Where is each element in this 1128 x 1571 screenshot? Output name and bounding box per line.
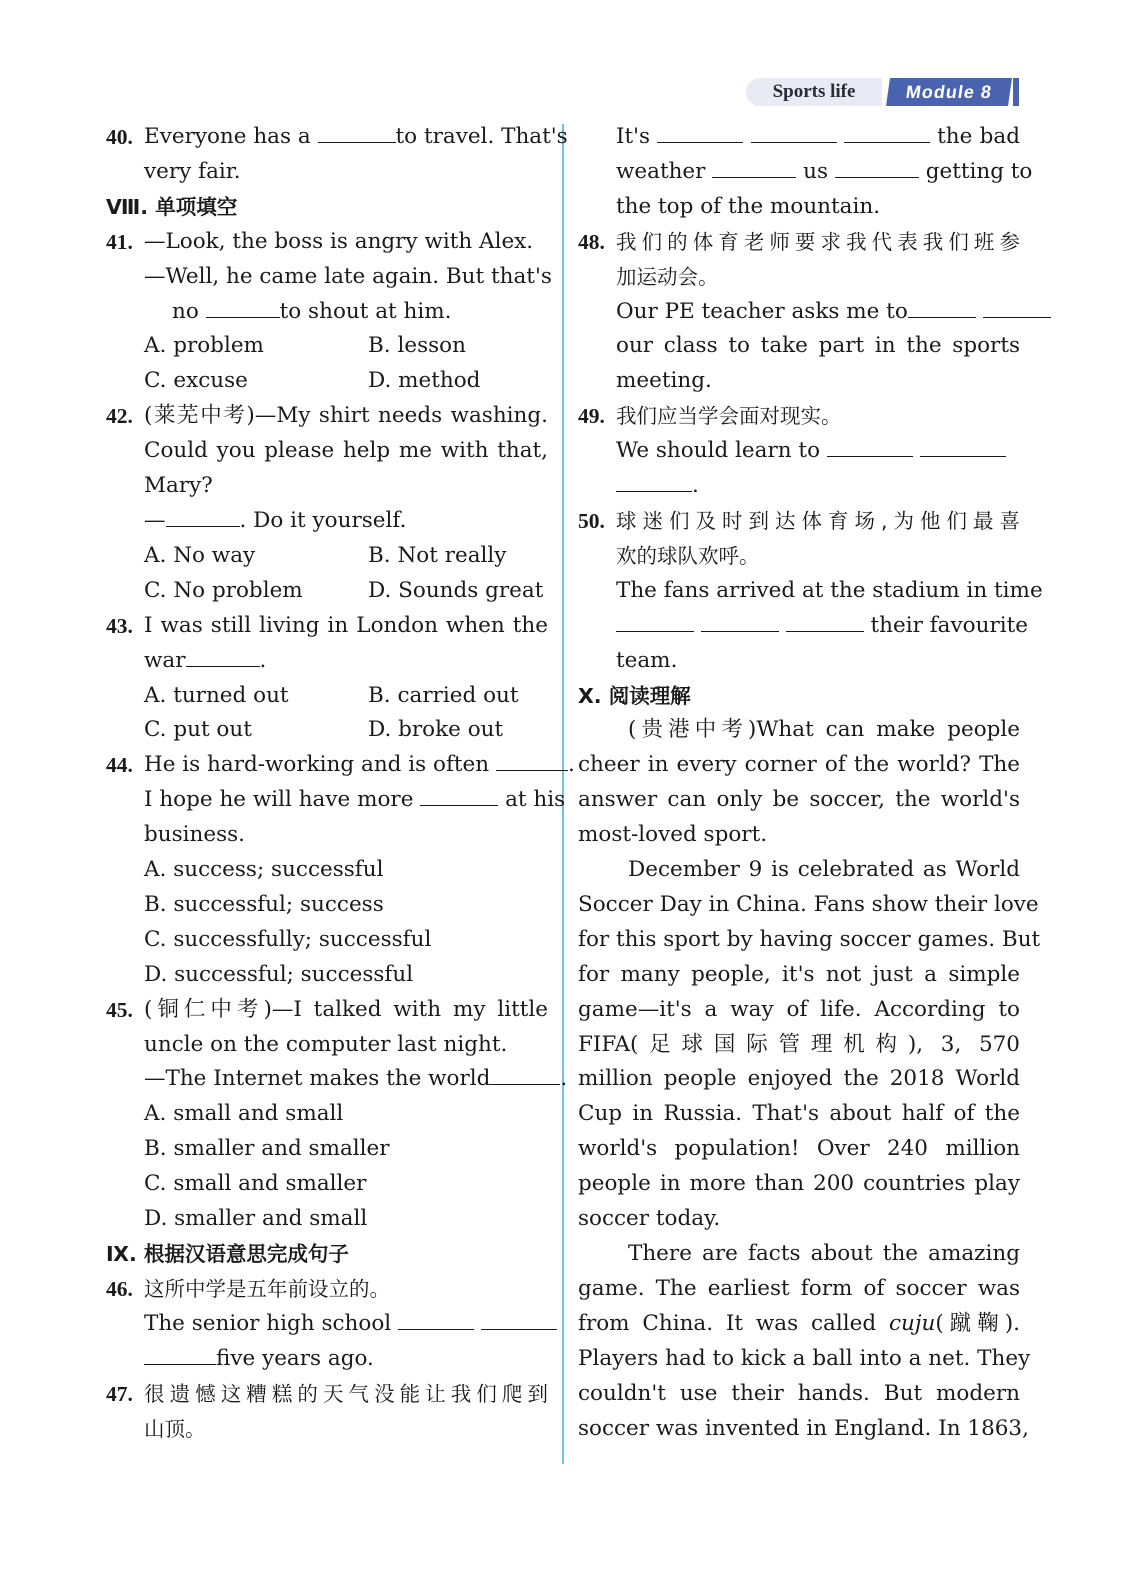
question-text: (莱芜中考)—My shirt needs washing. xyxy=(144,403,548,429)
passage-line: Soccer Day in China. Fans show their love xyxy=(578,891,1039,917)
passage-line: people in more than 200 countries play xyxy=(578,1171,1020,1197)
question-text: I was still living in London when the xyxy=(144,612,548,638)
answer-blank[interactable] xyxy=(701,609,779,632)
question-44 xyxy=(106,748,575,992)
question-chinese: 我们应当学会面对现实。 xyxy=(616,404,842,429)
answer-blank[interactable] xyxy=(420,783,498,806)
answer-blank[interactable] xyxy=(490,1062,560,1085)
option-d[interactable]: D. successful; successful xyxy=(144,961,414,987)
answer-blank[interactable] xyxy=(983,295,1051,318)
question-text: the bad xyxy=(937,124,1020,149)
question-text: It's xyxy=(616,124,651,149)
passage-line: million people enjoyed the 2018 World xyxy=(578,1066,1020,1092)
left-column xyxy=(106,120,575,1446)
question-chinese: 很遗憾这糟糕的天气没能让我们爬到 xyxy=(144,1381,548,1406)
answer-blank[interactable] xyxy=(835,155,919,178)
question-text: us xyxy=(803,158,829,184)
answer-blank[interactable] xyxy=(166,504,240,527)
passage-line: FIFA(足球国际管理机构), 3, 570 xyxy=(578,1031,1020,1057)
passage-line: for many people, it's not just a simple xyxy=(578,961,1020,987)
passage-line: soccer today. xyxy=(578,1206,721,1232)
question-text: —Well, he came late again. But that's xyxy=(144,263,552,289)
question-40 xyxy=(106,120,568,190)
option-c[interactable]: C. No problem xyxy=(144,577,303,603)
passage-line: (贵港中考)What can make people xyxy=(628,717,1020,743)
question-chinese: 我们的体育老师要求我代表我们班参 xyxy=(616,229,1020,254)
question-49 xyxy=(578,399,1020,504)
question-text: The senior high school xyxy=(144,1310,392,1336)
question-47-continued xyxy=(578,120,1033,225)
question-text: to shout at him. xyxy=(279,298,452,324)
passage-line: Cup in Russia. That's about half of the xyxy=(578,1101,1020,1127)
question-42 xyxy=(106,399,548,608)
question-text: He is hard-working and is often xyxy=(144,752,490,778)
question-text: —The Internet makes the world xyxy=(144,1066,491,1092)
question-text: . xyxy=(259,647,267,673)
passage-line: world's population! Over 240 million xyxy=(578,1136,1020,1162)
question-45 xyxy=(106,993,568,1237)
passage-line: couldn't use their hands. But modern xyxy=(578,1380,1020,1406)
question-text: — xyxy=(144,507,166,533)
passage-line: Players had to kick a ball into a net. They xyxy=(578,1345,1031,1371)
passage-line: game—it's a way of life. According to xyxy=(578,996,1020,1022)
reading-passage xyxy=(578,713,1041,1446)
question-text: five years ago. xyxy=(216,1345,374,1371)
answer-blank[interactable] xyxy=(712,155,796,178)
question-number: 47. xyxy=(106,1381,133,1406)
question-text: very fair. xyxy=(144,158,241,184)
answer-blank[interactable] xyxy=(186,644,260,667)
option-c[interactable]: C. successfully; successful xyxy=(144,926,432,952)
question-number: 43. xyxy=(106,613,133,638)
passage-line xyxy=(578,1307,1020,1342)
passage-text: (蹴鞠). xyxy=(935,1310,1020,1336)
question-text: no xyxy=(172,298,199,324)
answer-blank[interactable] xyxy=(920,434,1006,457)
question-text: uncle on the computer last night. xyxy=(144,1031,508,1057)
passage-line: December 9 is celebrated as World xyxy=(628,857,1020,883)
option-a[interactable]: A. turned out xyxy=(144,682,289,708)
answer-blank[interactable] xyxy=(318,120,396,143)
question-text: getting to xyxy=(925,158,1033,184)
option-d[interactable]: D. broke out xyxy=(368,717,504,743)
option-c[interactable]: C. small and smaller xyxy=(144,1171,367,1197)
answer-blank[interactable] xyxy=(751,120,837,143)
question-text: Mary? xyxy=(144,473,213,499)
question-text: their favourite xyxy=(870,612,1028,638)
passage-line: game. The earliest form of soccer was xyxy=(578,1275,1020,1301)
answer-blank[interactable] xyxy=(206,295,280,318)
question-text: business. xyxy=(144,822,245,848)
option-c[interactable]: C. excuse xyxy=(144,368,248,394)
option-a[interactable]: A. small and small xyxy=(144,1101,344,1127)
question-number: 44. xyxy=(106,753,133,778)
question-48 xyxy=(578,225,1020,400)
question-number: 50. xyxy=(578,508,605,533)
question-41 xyxy=(106,225,552,400)
option-b[interactable]: B. smaller and smaller xyxy=(144,1136,390,1162)
right-column xyxy=(578,120,1043,1446)
header-module-tab: Module 8 xyxy=(886,78,1012,106)
question-text: —Look, the boss is angry with Alex. xyxy=(144,228,534,254)
passage-line: most-loved sport. xyxy=(578,822,768,848)
section-heading-8: Ⅷ. 单项填空 xyxy=(106,194,238,219)
question-text: at his xyxy=(505,787,566,813)
answer-blank[interactable] xyxy=(496,748,568,771)
question-text: war xyxy=(144,647,186,673)
question-text: I hope he will have more xyxy=(144,787,414,813)
question-text: We should learn to xyxy=(616,438,821,464)
question-text: Could you please help me with that, xyxy=(144,438,548,464)
question-chinese: 加运动会。 xyxy=(616,264,719,289)
question-text: team. xyxy=(616,647,678,673)
answer-blank[interactable] xyxy=(908,295,976,318)
question-chinese: 球迷们及时到达体育场,为他们最喜 xyxy=(616,508,1020,533)
option-a[interactable]: A. No way xyxy=(144,542,256,568)
question-text: Everyone has a xyxy=(144,124,311,149)
question-number: 45. xyxy=(106,997,133,1022)
answer-blank[interactable] xyxy=(844,120,930,143)
passage-line: cheer in every corner of the world? The xyxy=(578,752,1020,778)
question-text: weather xyxy=(616,158,706,184)
question-number: 41. xyxy=(106,229,133,254)
question-number: 40. xyxy=(106,125,133,149)
option-d[interactable]: D. method xyxy=(368,368,481,394)
question-text: (铜仁中考)—I talked with my little xyxy=(144,996,548,1022)
option-a[interactable]: A. success; successful xyxy=(144,857,384,883)
passage-line: answer can only be soccer, the world's xyxy=(578,787,1020,813)
question-chinese: 山顶。 xyxy=(144,1416,206,1441)
option-d[interactable]: D. smaller and small xyxy=(144,1206,368,1232)
section-heading-9: Ⅸ. 根据汉语意思完成句子 xyxy=(106,1242,349,1266)
question-text: . xyxy=(567,752,575,778)
option-c[interactable]: C. put out xyxy=(144,717,252,743)
question-50 xyxy=(578,504,1043,679)
question-text: to travel. That's xyxy=(395,124,568,149)
passage-term: cuju xyxy=(888,1310,936,1336)
answer-blank[interactable] xyxy=(481,1307,557,1330)
question-text: . xyxy=(560,1066,568,1092)
question-text: the top of the mountain. xyxy=(616,193,881,219)
question-43 xyxy=(106,609,548,749)
header-accent-bar xyxy=(1013,78,1019,106)
answer-blank[interactable] xyxy=(616,469,692,492)
option-a[interactable]: A. problem xyxy=(144,333,264,359)
passage-line: There are facts about the amazing xyxy=(628,1241,1020,1266)
option-b[interactable]: B. successful; success xyxy=(144,891,384,917)
header-section-tab: Sports life xyxy=(746,78,882,106)
question-text: The fans arrived at the stadium in time xyxy=(616,577,1043,603)
question-number: 42. xyxy=(106,404,133,429)
question-number: 48. xyxy=(578,229,605,254)
question-number: 46. xyxy=(106,1276,133,1301)
answer-blank[interactable] xyxy=(616,609,694,632)
question-text: meeting. xyxy=(616,368,712,394)
option-b[interactable]: B. lesson xyxy=(368,333,466,359)
passage-text: from China. It was called xyxy=(578,1310,877,1336)
question-chinese: 这所中学是五年前设立的。 xyxy=(144,1276,390,1301)
option-d[interactable]: D. Sounds great xyxy=(368,577,544,603)
question-number: 49. xyxy=(578,404,605,429)
answer-blank[interactable] xyxy=(144,1342,216,1365)
question-chinese: 欢的球队欢呼。 xyxy=(616,543,760,568)
question-text: . Do it yourself. xyxy=(239,507,407,533)
answer-blank[interactable] xyxy=(398,1307,474,1330)
question-46 xyxy=(106,1272,548,1377)
question-text: . xyxy=(692,473,699,499)
answer-blank[interactable] xyxy=(827,434,913,457)
passage-line: soccer was invented in England. In 1863, xyxy=(578,1415,1029,1441)
question-47 xyxy=(106,1377,548,1447)
section-heading-10: Ⅹ. 阅读理解 xyxy=(578,683,691,708)
answer-blank[interactable] xyxy=(657,120,743,143)
passage-line: for this sport by having soccer games. But xyxy=(578,926,1041,952)
option-b[interactable]: B. Not really xyxy=(368,542,507,568)
question-text: our class to take part in the sports xyxy=(616,333,1020,359)
answer-blank[interactable] xyxy=(786,609,864,632)
option-b[interactable]: B. carried out xyxy=(368,682,519,708)
question-text: Our PE teacher asks me to xyxy=(616,298,908,324)
